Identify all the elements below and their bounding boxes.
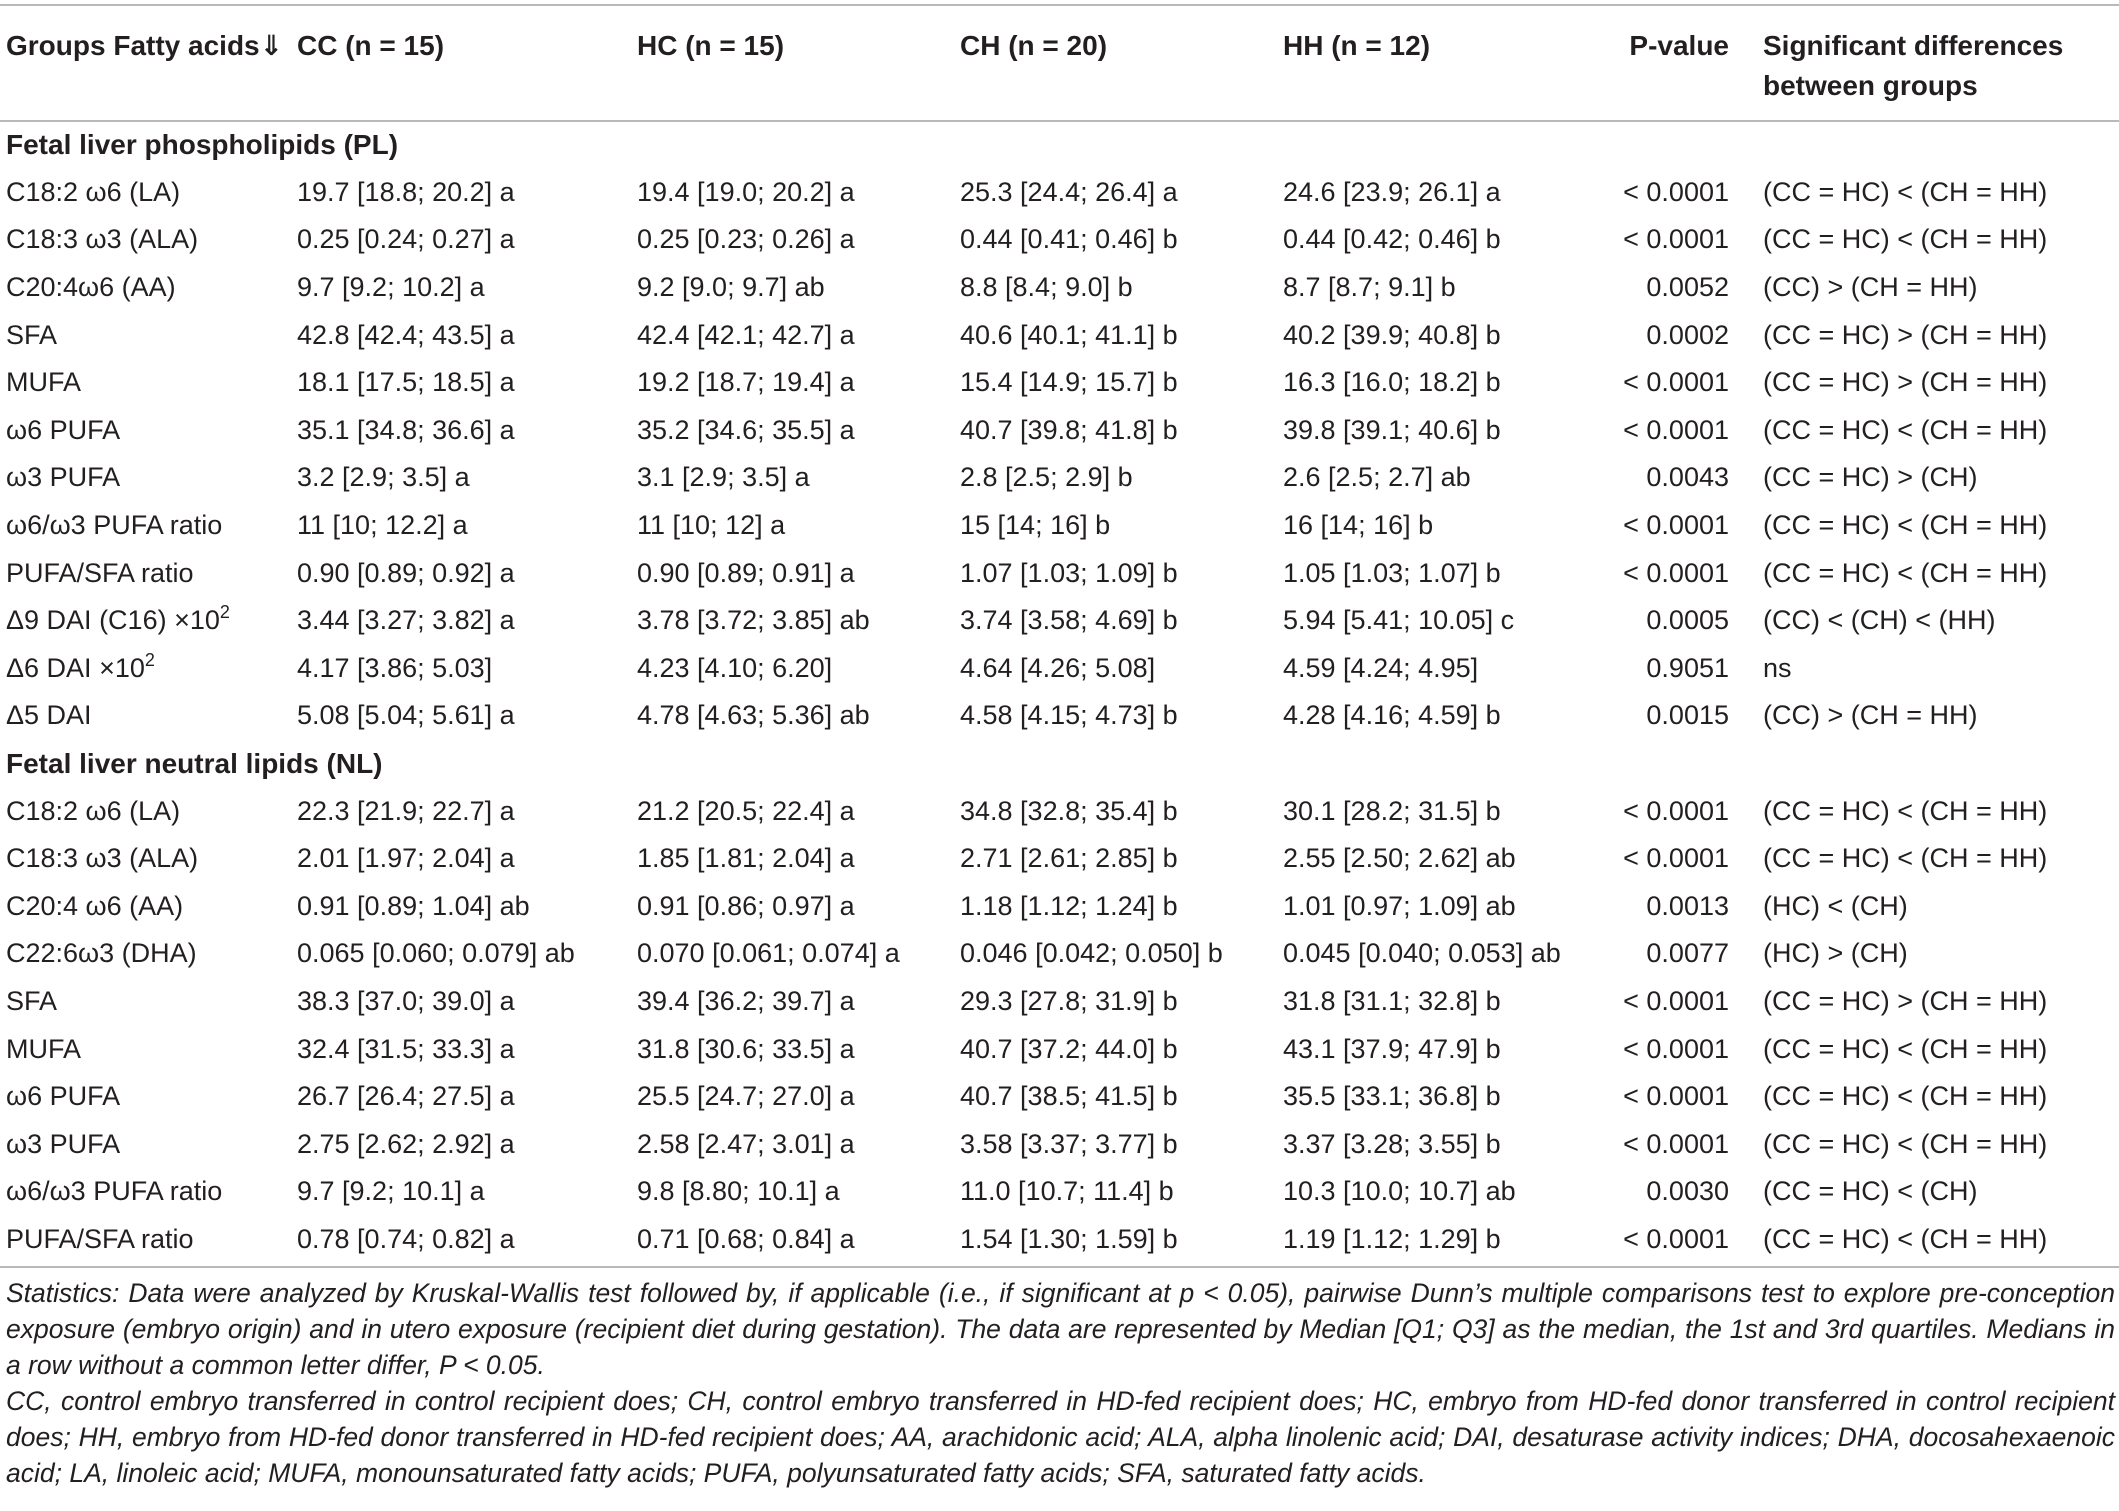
fatty-acid-label: [0, 502, 297, 550]
fatty-acid-label: [0, 216, 297, 264]
hh-value: 31.8 [31.1; 32.8] b: [1283, 985, 1501, 1016]
fatty-acid-label-text: C18:3 ω3 (ALA): [6, 843, 199, 874]
p-value: < 0.0001: [1623, 224, 1729, 255]
significant-difference: (CC) > (CH = HH): [1763, 700, 1978, 731]
p-value: < 0.0001: [1623, 510, 1729, 541]
fatty-acid-label: [0, 692, 297, 740]
fatty-acid-label: [0, 549, 297, 597]
p-value: < 0.0001: [1623, 367, 1729, 398]
ch-value: 40.6 [40.1; 41.1] b: [960, 319, 1178, 350]
fatty-acid-label-text: ω3 PUFA: [6, 462, 121, 493]
ch-value: 8.8 [8.4; 9.0] b: [960, 272, 1133, 303]
fatty-acid-label: [0, 1025, 297, 1073]
fatty-acid-label: [0, 264, 297, 312]
significant-difference: (CC = HC) < (CH = HH): [1763, 224, 2048, 255]
table-row: [0, 645, 2119, 693]
fatty-acid-label-text: ω6 PUFA: [6, 414, 121, 445]
fatty-acid-label-text: ω3 PUFA: [6, 1128, 121, 1159]
fatty-acid-label-text: C20:4 ω6 (AA): [6, 890, 184, 921]
fatty-acid-label-text: MUFA: [6, 1033, 82, 1064]
table-row: [0, 502, 2119, 550]
section-header-row: [0, 740, 2119, 788]
p-value: 0.0052: [1646, 272, 1729, 303]
ch-value: 40.7 [39.8; 41.8] b: [960, 414, 1178, 445]
fatty-acid-label: [0, 1216, 297, 1264]
ch-value: 29.3 [27.8; 31.9] b: [960, 985, 1178, 1016]
table-row: [0, 787, 2119, 835]
hc-value: 21.2 [20.5; 22.4] a: [637, 795, 855, 826]
p-value: 0.0002: [1646, 319, 1729, 350]
hc-value: 9.8 [8.80; 10.1] a: [637, 1176, 840, 1207]
ch-value: 1.18 [1.12; 1.24] b: [960, 890, 1178, 921]
significant-difference: (CC = HC) < (CH = HH): [1763, 843, 2048, 874]
significant-difference: (CC = HC) < (CH = HH): [1763, 176, 2048, 207]
table-row: [0, 883, 2119, 931]
cc-value: 11 [10; 12.2] a: [297, 510, 468, 541]
cc-value: 9.7 [9.2; 10.2] a: [297, 272, 485, 303]
ch-value: 1.54 [1.30; 1.59] b: [960, 1223, 1178, 1254]
significant-difference: (CC = HC) > (CH): [1763, 462, 1978, 493]
fatty-acid-label-text: SFA: [6, 985, 58, 1016]
cc-value: 32.4 [31.5; 33.3] a: [297, 1033, 515, 1064]
section-header-row: [0, 121, 2119, 169]
significant-difference: (HC) > (CH): [1763, 938, 1908, 969]
header-significant-differences: Significant differences between groups: [1751, 5, 2119, 121]
hc-value: 0.90 [0.89; 0.91] a: [637, 557, 855, 588]
ch-value: 3.74 [3.58; 4.69] b: [960, 605, 1178, 636]
ch-value: 25.3 [24.4; 26.4] a: [960, 176, 1178, 207]
hc-value: 3.1 [2.9; 3.5] a: [637, 462, 810, 493]
fatty-acid-label-text: C18:2 ω6 (LA): [6, 795, 181, 826]
p-value: < 0.0001: [1623, 1033, 1729, 1064]
significant-difference: (CC = HC) < (CH = HH): [1763, 1081, 2048, 1112]
fatty-acid-label: [0, 978, 297, 1026]
fatty-acid-label-text: C18:3 ω3 (ALA): [6, 224, 199, 255]
hh-value: 43.1 [37.9; 47.9] b: [1283, 1033, 1501, 1064]
header-hc: HC (n = 15): [637, 5, 960, 121]
ch-value: 2.71 [2.61; 2.85] b: [960, 843, 1178, 874]
hc-value: 0.91 [0.86; 0.97] a: [637, 890, 855, 921]
table-row: [0, 1120, 2119, 1168]
p-value: < 0.0001: [1623, 1081, 1729, 1112]
hh-value: 1.19 [1.12; 1.29] b: [1283, 1223, 1501, 1254]
cc-value: 26.7 [26.4; 27.5] a: [297, 1081, 515, 1112]
hc-value: 19.4 [19.0; 20.2] a: [637, 176, 855, 207]
section-title: Fetal liver phospholipids (PL): [6, 129, 399, 161]
cc-value: 5.08 [5.04; 5.61] a: [297, 700, 515, 731]
fatty-acid-label-text: SFA: [6, 319, 58, 350]
table-row: [0, 169, 2119, 217]
table-row: [0, 1168, 2119, 1216]
hc-value: 19.2 [18.7; 19.4] a: [637, 367, 855, 398]
hh-value: 5.94 [5.41; 10.05] c: [1283, 605, 1515, 636]
p-value: < 0.0001: [1623, 1128, 1729, 1159]
hc-value: 3.78 [3.72; 3.85] ab: [637, 605, 870, 636]
fatty-acid-label-text: MUFA: [6, 367, 82, 398]
cc-value: 0.78 [0.74; 0.82] a: [297, 1223, 515, 1254]
hh-value: 1.01 [0.97; 1.09] ab: [1283, 890, 1516, 921]
table-row: [0, 264, 2119, 312]
hc-value: 0.070 [0.061; 0.074] a: [637, 938, 900, 969]
ch-value: 11.0 [10.7; 11.4] b: [960, 1176, 1174, 1207]
fatty-acid-label-text: Δ9 DAI (C16) ×10: [6, 605, 220, 636]
p-value: 0.9051: [1646, 652, 1729, 683]
significant-difference: (CC) > (CH = HH): [1763, 272, 1978, 303]
fatty-acid-label-text: PUFA/SFA ratio: [6, 1223, 194, 1254]
fatty-acid-label: [0, 1168, 297, 1216]
table-row: [0, 407, 2119, 455]
significant-difference: (CC = HC) > (CH = HH): [1763, 985, 2048, 1016]
header-row: [0, 5, 2119, 121]
significant-difference: (CC = HC) < (CH = HH): [1763, 1223, 2048, 1254]
hh-value: 16 [14; 16] b: [1283, 510, 1434, 541]
fatty-acid-label: [0, 835, 297, 883]
ch-value: 4.64 [4.26; 5.08]: [960, 652, 1156, 683]
hh-value: 8.7 [8.7; 9.1] b: [1283, 272, 1456, 303]
ch-value: 40.7 [38.5; 41.5] b: [960, 1081, 1178, 1112]
significant-difference: (CC = HC) > (CH = HH): [1763, 319, 2048, 350]
significant-difference: (CC = HC) < (CH = HH): [1763, 510, 2048, 541]
hh-value: 1.05 [1.03; 1.07] b: [1283, 557, 1501, 588]
significant-difference: (CC = HC) < (CH = HH): [1763, 1033, 2048, 1064]
table-row: [0, 1025, 2119, 1073]
p-value: < 0.0001: [1623, 985, 1729, 1016]
cc-value: 0.065 [0.060; 0.079] ab: [297, 938, 575, 969]
p-value: < 0.0001: [1623, 176, 1729, 207]
fatty-acid-label: [0, 1073, 297, 1121]
significant-difference: (CC = HC) < (CH = HH): [1763, 795, 2048, 826]
ch-value: 0.046 [0.042; 0.050] b: [960, 938, 1223, 969]
hh-value: 30.1 [28.2; 31.5] b: [1283, 795, 1501, 826]
header-groups-fatty-acids: Groups Fatty acids⇓: [0, 5, 297, 121]
fatty-acid-label: [0, 407, 297, 455]
fatty-acids-table: [0, 4, 2119, 1263]
cc-value: 0.25 [0.24; 0.27] a: [297, 224, 515, 255]
header-p-value: P-value: [1598, 5, 1751, 121]
table-row: [0, 597, 2119, 645]
table-row: [0, 978, 2119, 1026]
ch-value: 1.07 [1.03; 1.09] b: [960, 557, 1178, 588]
significant-difference: (CC = HC) < (CH = HH): [1763, 1128, 2048, 1159]
cc-value: 0.90 [0.89; 0.92] a: [297, 557, 515, 588]
hh-value: 0.045 [0.040; 0.053] ab: [1283, 938, 1561, 969]
significant-difference: (CC = HC) > (CH = HH): [1763, 367, 2048, 398]
hh-value: 40.2 [39.9; 40.8] b: [1283, 319, 1501, 350]
ch-value: 15 [14; 16] b: [960, 510, 1111, 541]
hh-value: 4.59 [4.24; 4.95]: [1283, 652, 1479, 683]
fatty-acid-label-text: ω6/ω3 PUFA ratio: [6, 510, 223, 541]
p-value: 0.0077: [1646, 938, 1729, 969]
cc-value: 4.17 [3.86; 5.03]: [297, 652, 493, 683]
hh-value: 0.44 [0.42; 0.46] b: [1283, 224, 1501, 255]
table-body: [0, 121, 2119, 1263]
p-value: < 0.0001: [1623, 414, 1729, 445]
fatty-acid-label: [0, 359, 297, 407]
hc-value: 0.71 [0.68; 0.84] a: [637, 1223, 855, 1254]
hc-value: 2.58 [2.47; 3.01] a: [637, 1128, 855, 1159]
significant-difference: (CC) < (CH) < (HH): [1763, 605, 1996, 636]
cc-value: 35.1 [34.8; 36.6] a: [297, 414, 515, 445]
cc-value: 22.3 [21.9; 22.7] a: [297, 795, 515, 826]
fatty-acid-label: [0, 454, 297, 502]
fatty-acid-label: [0, 787, 297, 835]
abbreviations-footnote: CC, control embryo transferred in control recipient does; CH, control embryo transferred in HD-fed recipient does; HC, embryo from HD-fed donor transferred in control recipient does; HH, embryo from HD-fed donor transferred in HD-fed recipient does; AA, arachidonic acid; ALA, alpha linolenic acid; DAI, desaturase activity indices; DHA, docosahexaenoic acid; LA, linoleic acid; MUFA, monounsaturated fatty acids; PUFA, polyunsaturated fatty acids; SFA, saturated fatty acids.: [6, 1386, 2115, 1488]
table-row: [0, 311, 2119, 359]
fatty-acid-label-text: ω6 PUFA: [6, 1081, 121, 1112]
hh-value: 2.6 [2.5; 2.7] ab: [1283, 462, 1471, 493]
hh-value: 16.3 [16.0; 18.2] b: [1283, 367, 1501, 398]
table-row: [0, 216, 2119, 264]
table-row: [0, 1216, 2119, 1264]
table-header: [0, 5, 2119, 121]
section-title: Fetal liver neutral lipids (NL): [6, 747, 383, 779]
hh-value: 4.28 [4.16; 4.59] b: [1283, 700, 1501, 731]
significant-difference: (CC = HC) < (CH = HH): [1763, 557, 2048, 588]
ch-value: 4.58 [4.15; 4.73] b: [960, 700, 1178, 731]
p-value: < 0.0001: [1623, 557, 1729, 588]
fatty-acid-label: [0, 883, 297, 931]
cc-value: 2.01 [1.97; 2.04] a: [297, 843, 515, 874]
p-value: 0.0043: [1646, 462, 1729, 493]
table-row: [0, 692, 2119, 740]
fatty-acid-label: [0, 597, 297, 645]
ch-value: 34.8 [32.8; 35.4] b: [960, 795, 1178, 826]
cc-value: 0.91 [0.89; 1.04] ab: [297, 890, 530, 921]
hc-value: 39.4 [36.2; 39.7] a: [637, 985, 855, 1016]
cc-value: 2.75 [2.62; 2.92] a: [297, 1128, 515, 1159]
ch-value: 40.7 [37.2; 44.0] b: [960, 1033, 1178, 1064]
cc-value: 18.1 [17.5; 18.5] a: [297, 367, 515, 398]
fatty-acid-label-text: PUFA/SFA ratio: [6, 557, 194, 588]
fatty-acid-label-text: C22:6ω3 (DHA): [6, 938, 197, 969]
hh-value: 3.37 [3.28; 3.55] b: [1283, 1128, 1501, 1159]
significant-difference: (HC) < (CH): [1763, 890, 1908, 921]
fatty-acid-label: [0, 1120, 297, 1168]
hc-value: 9.2 [9.0; 9.7] ab: [637, 272, 825, 303]
header-cc: CC (n = 15): [297, 5, 637, 121]
hh-value: 35.5 [33.1; 36.8] b: [1283, 1081, 1501, 1112]
label-superscript: 2: [144, 649, 155, 670]
significant-difference: (CC = HC) < (CH = HH): [1763, 414, 2048, 445]
table-row: [0, 454, 2119, 502]
fatty-acid-label: [0, 311, 297, 359]
hc-value: 31.8 [30.6; 33.5] a: [637, 1033, 855, 1064]
fatty-acid-label-text: ω6/ω3 PUFA ratio: [6, 1176, 223, 1207]
ch-value: 15.4 [14.9; 15.7] b: [960, 367, 1178, 398]
table-row: [0, 549, 2119, 597]
hc-value: 0.25 [0.23; 0.26] a: [637, 224, 855, 255]
header-hh: HH (n = 12): [1283, 5, 1598, 121]
p-value: 0.0013: [1646, 890, 1729, 921]
p-value: < 0.0001: [1623, 843, 1729, 874]
table-row: [0, 930, 2119, 978]
header-ch: CH (n = 20): [960, 5, 1283, 121]
cc-value: 42.8 [42.4; 43.5] a: [297, 319, 515, 350]
table-footnotes: [0, 1266, 2119, 1491]
fatty-acid-label-text: C18:2 ω6 (LA): [6, 176, 181, 207]
cc-value: 9.7 [9.2; 10.1] a: [297, 1176, 485, 1207]
table-row: [0, 835, 2119, 883]
hc-value: 35.2 [34.6; 35.5] a: [637, 414, 855, 445]
hh-value: 39.8 [39.1; 40.6] b: [1283, 414, 1501, 445]
cc-value: 38.3 [37.0; 39.0] a: [297, 985, 515, 1016]
ch-value: 0.44 [0.41; 0.46] b: [960, 224, 1178, 255]
fatty-acid-label-text: C20:4ω6 (AA): [6, 272, 176, 303]
hh-value: 24.6 [23.9; 26.1] a: [1283, 176, 1501, 207]
table-row: [0, 1073, 2119, 1121]
significant-difference: ns: [1763, 652, 1792, 683]
hc-value: 25.5 [24.7; 27.0] a: [637, 1081, 855, 1112]
label-superscript: 2: [219, 602, 230, 623]
hc-value: 11 [10; 12] a: [637, 510, 786, 541]
significant-difference: (CC = HC) < (CH): [1763, 1176, 1978, 1207]
fatty-acid-label: [0, 169, 297, 217]
p-value: < 0.0001: [1623, 795, 1729, 826]
hh-value: 10.3 [10.0; 10.7] ab: [1283, 1176, 1516, 1207]
ch-value: 2.8 [2.5; 2.9] b: [960, 462, 1133, 493]
hc-value: 1.85 [1.81; 2.04] a: [637, 843, 855, 874]
p-value: 0.0005: [1646, 605, 1729, 636]
p-value: < 0.0001: [1623, 1223, 1729, 1254]
ch-value: 3.58 [3.37; 3.77] b: [960, 1128, 1178, 1159]
table-row: [0, 359, 2119, 407]
hc-value: 4.23 [4.10; 6.20]: [637, 652, 833, 683]
fatty-acid-label-text: Δ5 DAI: [6, 700, 92, 731]
cc-value: 19.7 [18.8; 20.2] a: [297, 176, 515, 207]
fatty-acid-label: [0, 645, 297, 693]
hh-value: 2.55 [2.50; 2.62] ab: [1283, 843, 1516, 874]
hc-value: 42.4 [42.1; 42.7] a: [637, 319, 855, 350]
p-value: 0.0030: [1646, 1176, 1729, 1207]
fatty-acid-label-text: Δ6 DAI ×10: [6, 652, 145, 683]
cc-value: 3.2 [2.9; 3.5] a: [297, 462, 470, 493]
fatty-acid-label: [0, 930, 297, 978]
statistics-footnote: Statistics: Data were analyzed by Kruskal-Wallis test followed by, if applicable (i.e., if significant at p < 0.05), pairwise Dunn’s multiple comparisons test to explore pre-conception exposure (embryo origin) and in utero exposure (recipient diet during gestation). The data are represented by Median [Q1; Q3] as the median, the 1st and 3rd quartiles. Medians in a row without a common letter differ, P < 0.05.: [6, 1278, 2115, 1380]
p-value: 0.0015: [1646, 700, 1729, 731]
hc-value: 4.78 [4.63; 5.36] ab: [637, 700, 870, 731]
cc-value: 3.44 [3.27; 3.82] a: [297, 605, 515, 636]
